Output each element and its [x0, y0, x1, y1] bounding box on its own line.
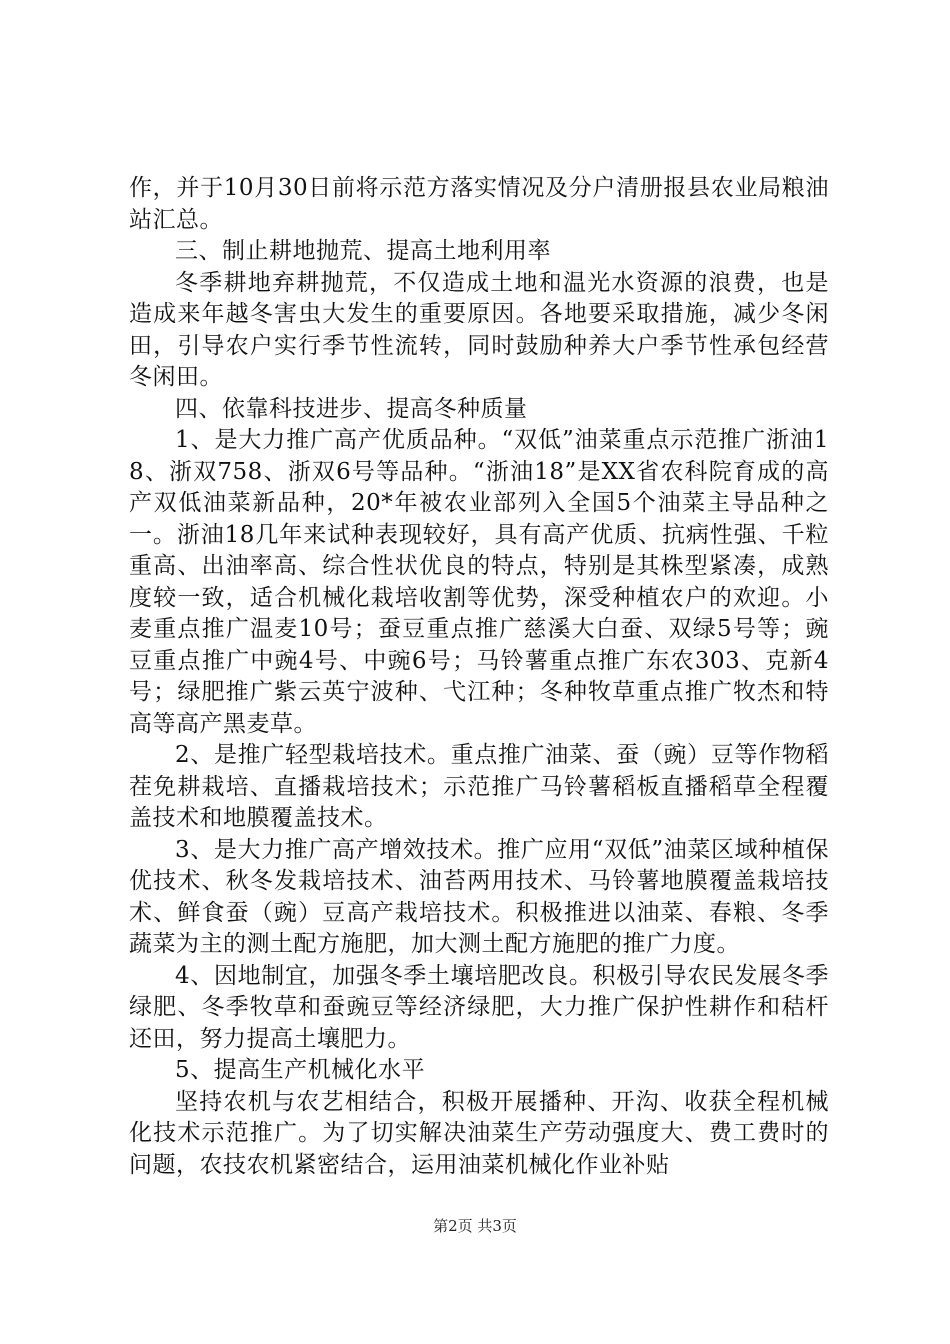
document-body: [129, 173, 829, 1181]
paragraph-item-3: 3、是大力推广高产增效技术。推广应用“双低”油菜区域种植保优技术、秋冬发栽培技术、油苔两用技术、马铃薯地膜覆盖栽培技术、鲜食蚕（豌）豆高产栽培技术。积极推进以油菜、春粮、冬季蔬菜为主的测土配方施肥，加大测土配方施肥的推广力度。: [129, 836, 829, 957]
section-heading-4: 四、依靠科技进步、提高冬种质量: [175, 395, 528, 422]
paragraph-item-2: 2、是推广轻型栽培技术。重点推广油菜、蚕（豌）豆等作物稻茬免耕栽培、直播栽培技术；示范推广马铃薯稻板直播稻草全程覆盖技术和地膜覆盖技术。: [129, 742, 829, 831]
paragraph-continuation: 作，并于10月30日前将示范方落实情况及分户清册报县农业局粮油站汇总。: [129, 175, 829, 233]
paragraph-item-4: 4、因地制宜，加强冬季土壤培肥改良。积极引导农民发展冬季绿肥、冬季牧草和蚕豌豆等经济绿肥，大力推广保护性耕作和秸杆还田，努力提高土壤肥力。: [129, 962, 829, 1052]
subheading-item-5: 5、提高生产机械化水平: [175, 1057, 426, 1083]
section-heading-3: 三、制止耕地抛荒、提高土地利用率: [175, 238, 551, 264]
page-number-footer: 第2页 共3页: [433, 1217, 517, 1235]
paragraph-item-1: 1、是大力推广高产优质品种。“双低”油菜重点示范推广浙油18、浙双758、浙双6号等品种。“浙油18”是XX省农科院育成的高产双低油菜新品种，20*年被农业部列入全国5个油菜主导品种之一。浙油18几年来试种表现较好，具有高产优质、抗病性强、千粒重高、出油率高、综合性状优良的特点，特别是其株型紧凑，成熟度较一致，适合机械化栽培收割等优势，深受种植农户的欢迎。小麦重点推广温麦10号；蚕豆重点推广慈溪大白蚕、双绿5号等；豌豆重点推广中豌4号、中豌6号；马铃薯重点推广东农303、克新4号；绿肥推广紫云英宁波种、弋江种；冬种牧草重点推广牧杰和特高等高产黑麦草。: [129, 427, 829, 737]
paragraph-farmland: 冬季耕地弃耕抛荒，不仅造成土地和温光水资源的浪费，也是造成来年越冬害虫大发生的重要原因。各地要采取措施，减少冬闲田，引导农户实行季节性流转，同时鼓励种养大户季节性承包经营冬闲田。: [129, 269, 829, 390]
paragraph-mechanization: 坚持农机与农艺相结合，积极开展播种、开沟、收获全程机械化技术示范推广。为了切实解决油菜生产劳动强度大、费工费时的问题，农技农机紧密结合，运用油菜机械化作业补贴: [129, 1088, 829, 1178]
